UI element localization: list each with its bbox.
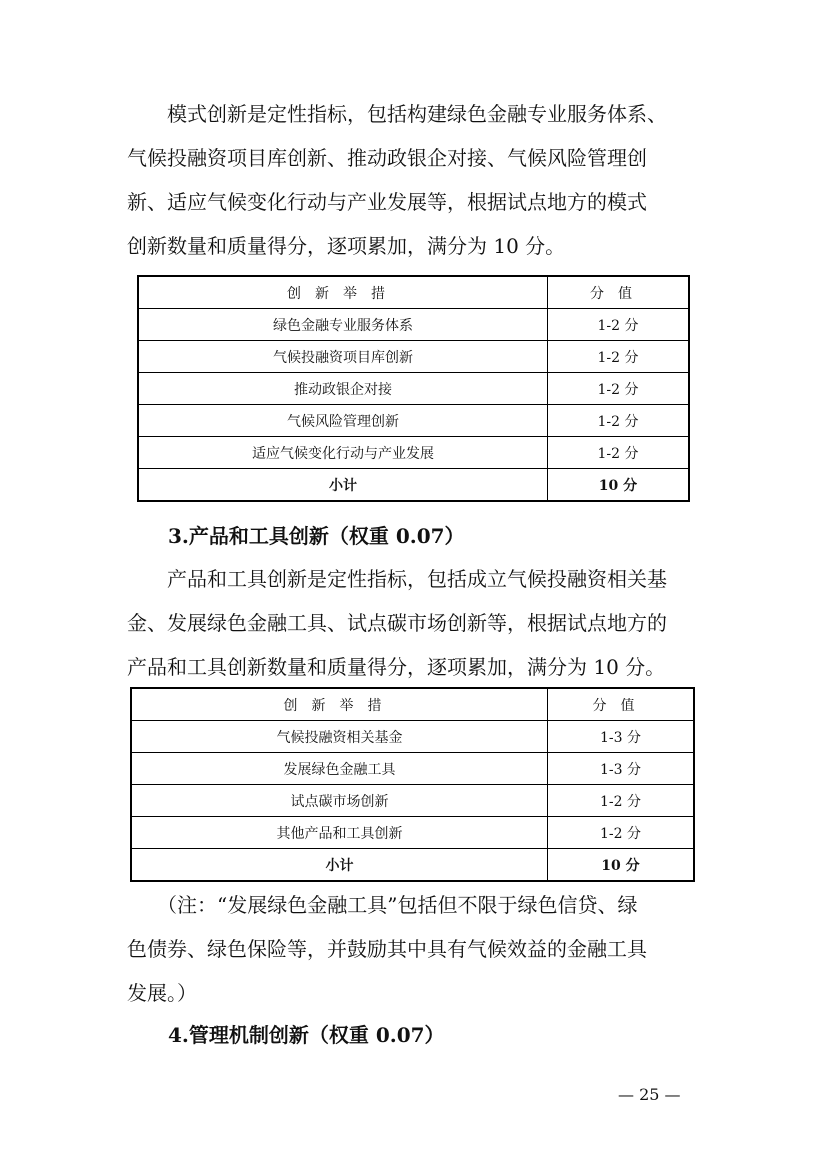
- text-line: 气候投融资项目库创新、推动政银企对接、气候风险管理创: [127, 146, 647, 170]
- header-cell: 创新举措: [138, 276, 547, 309]
- table-row: [138, 309, 689, 341]
- table-row: [138, 373, 689, 405]
- innovation-table-2: [130, 687, 695, 882]
- table-cell: 气候投融资项目库创新: [138, 341, 547, 373]
- text-line: 发展。）: [127, 981, 197, 1005]
- table-cell: 1-3 分: [547, 721, 694, 753]
- note-paragraph: [127, 883, 707, 1015]
- text-line: 色债券、绿色保险等，并鼓励其中具有气候效益的金融工具: [127, 937, 647, 961]
- table-header-row: [138, 276, 689, 309]
- text-line: 产品和工具创新是定性指标，包括成立气候投融资相关基: [127, 567, 667, 591]
- text-line: 创新数量和质量得分，逐项累加，满分为 10 分。: [127, 234, 566, 258]
- table-cell: 气候投融资相关基金: [131, 721, 547, 753]
- table-cell: 1-2 分: [547, 309, 689, 341]
- section-heading-3: 3.产品和工具创新（权重 0.07）: [168, 524, 465, 548]
- table-row: [131, 721, 694, 753]
- header-cell: 分值: [547, 276, 689, 309]
- table-total-row: [131, 849, 694, 882]
- table-row: [138, 405, 689, 437]
- page-number: — 25 —: [618, 1085, 681, 1104]
- table-cell: 适应气候变化行动与产业发展: [138, 437, 547, 469]
- table-cell: 1-2 分: [547, 437, 689, 469]
- table-cell: 1-3 分: [547, 753, 694, 785]
- section2-paragraph: [127, 92, 707, 268]
- table-cell: 试点碳市场创新: [131, 785, 547, 817]
- table-cell: 1-2 分: [547, 405, 689, 437]
- table-cell: 发展绿色金融工具: [131, 753, 547, 785]
- section3-paragraph: [127, 557, 707, 689]
- section-heading-4: 4.管理机制创新（权重 0.07）: [168, 1023, 445, 1047]
- table-cell: 其他产品和工具创新: [131, 817, 547, 849]
- text-line: 模式创新是定性指标，包括构建绿色金融专业服务体系、: [127, 102, 667, 126]
- table-cell: 气候风险管理创新: [138, 405, 547, 437]
- table-cell: 推动政银企对接: [138, 373, 547, 405]
- table-cell: 1-2 分: [547, 341, 689, 373]
- text-line: 产品和工具创新数量和质量得分，逐项累加，满分为 10 分。: [127, 655, 666, 679]
- table-cell: 10 分: [547, 469, 689, 502]
- table-row: [131, 753, 694, 785]
- table-cell: 10 分: [547, 849, 694, 882]
- innovation-table-1: [137, 275, 690, 502]
- header-cell: 创新举措: [131, 688, 547, 721]
- table-cell: 1-2 分: [547, 817, 694, 849]
- table-row: [138, 341, 689, 373]
- table-header-row: [131, 688, 694, 721]
- table-cell: 1-2 分: [547, 785, 694, 817]
- table-cell: 1-2 分: [547, 373, 689, 405]
- table-row: [138, 437, 689, 469]
- table-row: [131, 785, 694, 817]
- table-cell: 绿色金融专业服务体系: [138, 309, 547, 341]
- text-line: （注：“发展绿色金融工具”包括但不限于绿色信贷、绿: [127, 893, 638, 917]
- text-line: 新、适应气候变化行动与产业发展等，根据试点地方的模式: [127, 190, 647, 214]
- text-line: 金、发展绿色金融工具、试点碳市场创新等，根据试点地方的: [127, 611, 667, 635]
- table-cell: 小计: [138, 469, 547, 502]
- table-cell: 小计: [131, 849, 547, 882]
- table-row: [131, 817, 694, 849]
- table-total-row: [138, 469, 689, 502]
- header-cell: 分值: [547, 688, 694, 721]
